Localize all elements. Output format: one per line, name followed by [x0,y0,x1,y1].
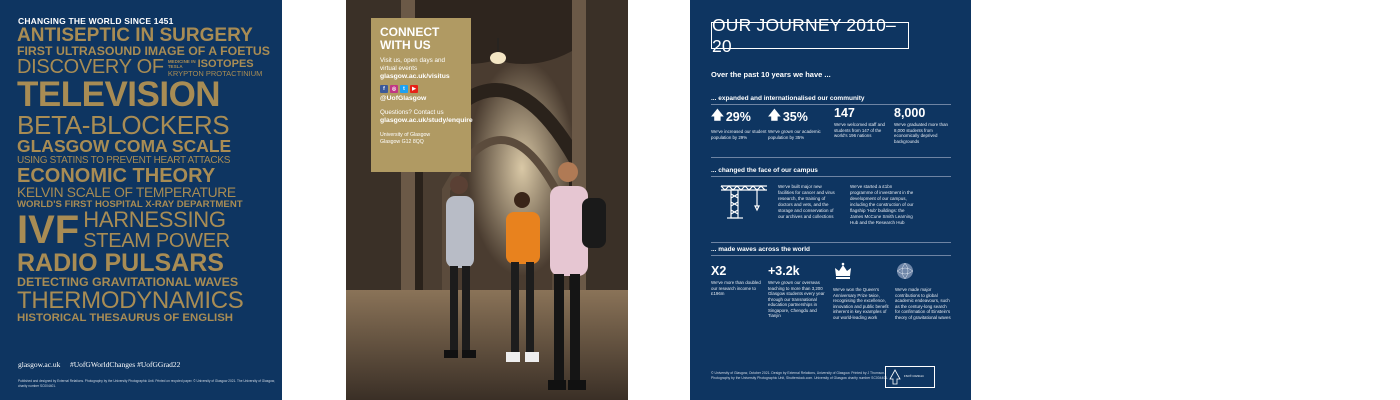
questions-text: Questions? Contact us [380,109,444,117]
word-statins: USING STATINS TO PREVENT HEART ATTACKS [17,154,231,166]
stat-research-income: X2 We've more than doubled our research income to £196m [711,264,761,296]
kicker-heading: CHANGING THE WORLD SINCE 1451 [18,16,174,26]
word-kelvin: KELVIN SCALE OF TEMPERATURE [17,184,236,200]
website-link[interactable]: glasgow.ac.uk [18,360,61,369]
word-xray: WORLD'S FIRST HOSPITAL X-RAY DEPARTMENT [17,198,243,210]
crown-icon [833,262,853,280]
word-thermodynamics: THERMODYNAMICS [17,286,244,314]
visit-link[interactable]: glasgow.ac.uk/visitus [380,72,450,80]
fsc-code: FSC® C023114 [904,374,924,379]
word-medicine: MEDICINE IN [167,59,196,65]
word-coma-scale: GLASGOW COMA SCALE [17,136,232,157]
twitter-icon[interactable]: t [400,85,408,93]
row-discovery [17,57,279,77]
divider [711,242,951,243]
word-radio-pulsars: RADIO PULSARS [17,249,224,278]
stat-overseas: +3.2k We've grown our overseas teaching to more than 3,200 Glasgow students every year through our transnational education partnerships in Singapore, Chengdu and Tianjin [768,264,825,318]
small-print: Published and designed by External Relations. Photography by the University Photographic Unit. Printed on recycled paper. © University of Glasgow 2021. The University of Glasgow, charity number SC004401. [18,379,275,388]
up-arrow-icon: 🡅 [768,108,781,122]
section-community: ... expanded and internationalised our community [711,95,865,102]
social-icons [380,85,462,93]
divider [711,255,951,256]
visit-text: Visit us, open days and virtual events [380,57,445,73]
back-cover-panel [0,0,282,400]
journey-intro: Over the past 10 years we have ... [711,70,831,79]
section-campus: ... changed the face of our campus [711,167,818,174]
word-beta-blockers: BETA-BLOCKERS [17,110,230,141]
word-television: TELEVISION [17,75,221,115]
fsc-tree-icon [888,369,902,385]
facebook-icon[interactable]: f [380,85,388,93]
word-ultrasound: FIRST ULTRASOUND IMAGE OF A FOETUS [17,44,270,58]
word-tesla: TESLA [167,64,183,70]
questions-link[interactable]: glasgow.ac.uk/study/enquire [380,117,473,125]
address-line-1: University of Glasgow [380,132,431,139]
fsc-badge [885,366,935,388]
campus-investment-text: We've started a £1bn programme of investment in the development of our campus, including the construction of our flagship 'Hub' buildings: the James McCune Smith Learning Hub and the Research Hub [850,184,914,226]
up-arrow-icon: 🡅 [711,108,724,122]
footer-credits: © University of Glasgow, October 2021. Design by External Relations, University of Glasgow. Printed by J Thomson. Photography by the University Photographic Unit, Shutterstock.com. University of Glasgow charity number SC004401. [711,371,889,380]
word-steam-power: STEAM POWER [83,230,230,253]
hashtags: #UofGWorldChanges #UofGGrad22 [70,360,181,369]
stat-academics: 🡅 35% We've grown our academic population by 35% [768,108,821,140]
row-ivf [17,209,279,251]
word-antiseptic: ANTISEPTIC IN SURGERY [17,25,253,46]
youtube-icon[interactable]: ▶ [410,85,418,93]
stat-graduates: 8,000 We've graduated more than 8,000 students from economically deprived backgrounds [894,106,948,144]
divider [711,104,951,105]
address [380,132,462,146]
connect-heading: CONNECT WITH US [380,25,440,52]
divider [711,176,951,177]
divider [711,157,951,158]
journey-panel [690,0,971,400]
word-ivf: IVF [17,208,80,253]
word-gravitational: DETECTING GRAVITATIONAL WAVES [17,275,239,290]
word-krypton: KRYPTON PROTACTINIUM [167,68,263,78]
stat-nations: 147 We've welcomed staff and students from 147 of the world's 196 nations [834,106,885,138]
campus-facilities-text: We've built major new facilities for cancer and virus research, the training of doctors and vets, and the storage and conservation of our archives and collections [778,184,835,220]
instagram-icon[interactable]: ◎ [391,86,397,93]
word-isotopes: ISOTOPES [197,57,254,70]
connect-panel [346,0,628,400]
address-line-2: Glasgow G12 8QQ [380,138,424,145]
crane-icon [717,180,769,220]
word-discovery: DISCOVERY OF [17,56,164,79]
stat-queens-prize: We've won the Queen's Anniversary Prize twice, recognising the excellence, innovation and public benefit inherent in key examples of our world-leading work [833,262,889,320]
connect-box [371,18,471,172]
word-harnessing: HARNESSING [83,207,226,233]
word-economic-theory: ECONOMIC THEORY [17,164,216,187]
gravitational-wave-icon [895,262,915,280]
journey-title: OUR JOURNEY 2010–20 [711,22,909,49]
stat-gravitational-waves: We've made major contributions to global academic endeavours, such as the century-long search for confirmation of Einstein's theory of gravitational waves [895,262,951,320]
social-handle[interactable]: @UofGlasgow [380,95,427,103]
achievements-word-cloud [17,26,279,324]
section-world: ... made waves across the world [711,246,810,253]
word-thesaurus: HISTORICAL THESAURUS OF ENGLISH [17,311,234,324]
stat-students: 🡅 29% We've increased our student population by 29% [711,108,767,140]
